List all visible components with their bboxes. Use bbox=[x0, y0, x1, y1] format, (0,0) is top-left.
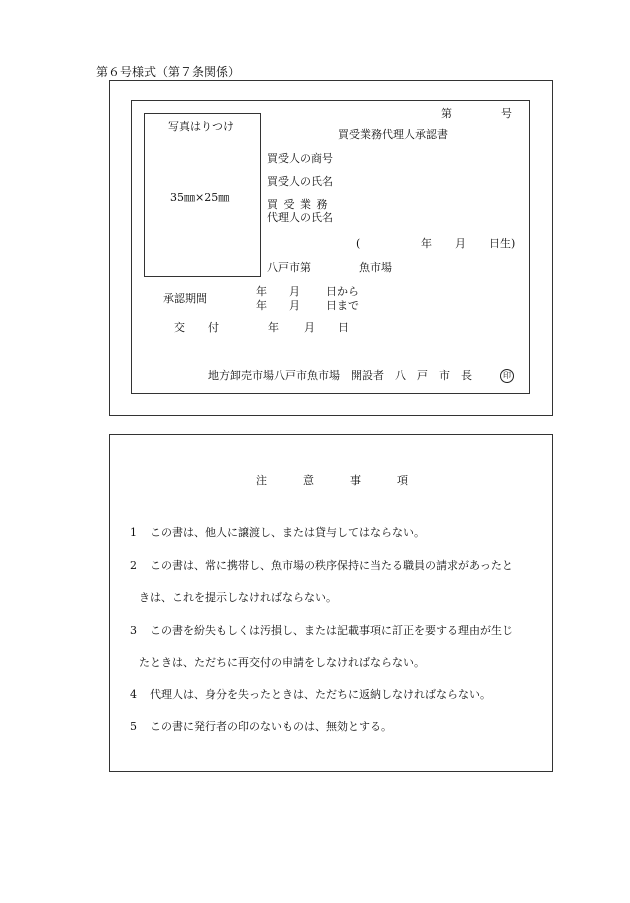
note-number: 3 bbox=[130, 624, 137, 637]
period-from-year: 年 bbox=[256, 285, 267, 298]
notes-title-2: 意 bbox=[303, 474, 314, 487]
notes-title-1: 注 bbox=[256, 474, 267, 487]
market-suffix: 魚市場 bbox=[359, 261, 392, 274]
market-prefix: 八戸市第 bbox=[267, 261, 311, 274]
approval-period-label: 承認期間 bbox=[163, 292, 207, 305]
period-from-month: 月 bbox=[289, 285, 300, 298]
period-to-year: 年 bbox=[256, 299, 267, 312]
photo-size: 35㎜×25㎜ bbox=[170, 191, 230, 204]
period-to-month: 月 bbox=[289, 299, 300, 312]
note-text: この書は、常に携帯し、魚市場の秩序保持に当たる職員の請求があったと bbox=[150, 559, 513, 572]
note-text: この書は、他人に譲渡し、または貸与してはならない。 bbox=[150, 526, 425, 539]
note-number: 2 bbox=[130, 559, 137, 572]
certificate-number-label: 第 bbox=[441, 107, 452, 120]
note-text: この書を紛失もしくは汚損し、または記載事項に訂正を要する理由が生じ bbox=[150, 624, 513, 637]
agent-name-label-line2: 代理人の氏名 bbox=[267, 211, 333, 224]
period-from-day: 日から bbox=[326, 285, 359, 298]
buyer-name-label: 買受人の氏名 bbox=[267, 175, 333, 188]
notes-title-4: 項 bbox=[397, 474, 408, 487]
birth-year: 年 bbox=[421, 237, 432, 250]
buyer-trade-name-label: 買受人の商号 bbox=[267, 152, 333, 165]
birth-month: 月 bbox=[455, 237, 466, 250]
certificate-number-suffix: 号 bbox=[501, 107, 512, 120]
form-label: 第６号様式（第７条関係） bbox=[96, 65, 241, 79]
certificate-title: 買受業務代理人承認書 bbox=[338, 128, 448, 141]
note-text: この書に発行者の印のないものは、無効とする。 bbox=[150, 720, 392, 733]
note-continuation: たときは、ただちに再交付の申請をしなければならない。 bbox=[139, 656, 425, 669]
agent-name-label-line1: 買 受 業 務 bbox=[267, 198, 329, 211]
issue-label-1: 交 bbox=[174, 321, 185, 334]
note-text: 代理人は、身分を失ったときは、ただちに返納しなければならない。 bbox=[150, 688, 491, 701]
note-number: 1 bbox=[130, 526, 137, 539]
issue-day: 日 bbox=[338, 321, 349, 334]
notes-title-3: 事 bbox=[350, 474, 361, 487]
seal-mark: 印 bbox=[500, 369, 514, 383]
birth-day: 日生) bbox=[489, 237, 516, 250]
note-number: 4 bbox=[130, 688, 137, 701]
issue-month: 月 bbox=[304, 321, 315, 334]
period-to-day: 日まで bbox=[326, 299, 359, 312]
issue-label-2: 付 bbox=[208, 321, 219, 334]
note-number: 5 bbox=[130, 720, 137, 733]
note-continuation: きは、これを提示しなければならない。 bbox=[139, 591, 337, 604]
issuer-line: 地方卸売市場八戸市魚市場 開設者 八 戸 市 長 bbox=[208, 369, 483, 382]
issue-year: 年 bbox=[268, 321, 279, 334]
photo-label: 写真はりつけ bbox=[168, 120, 234, 133]
birth-open-paren: ( bbox=[356, 237, 361, 250]
